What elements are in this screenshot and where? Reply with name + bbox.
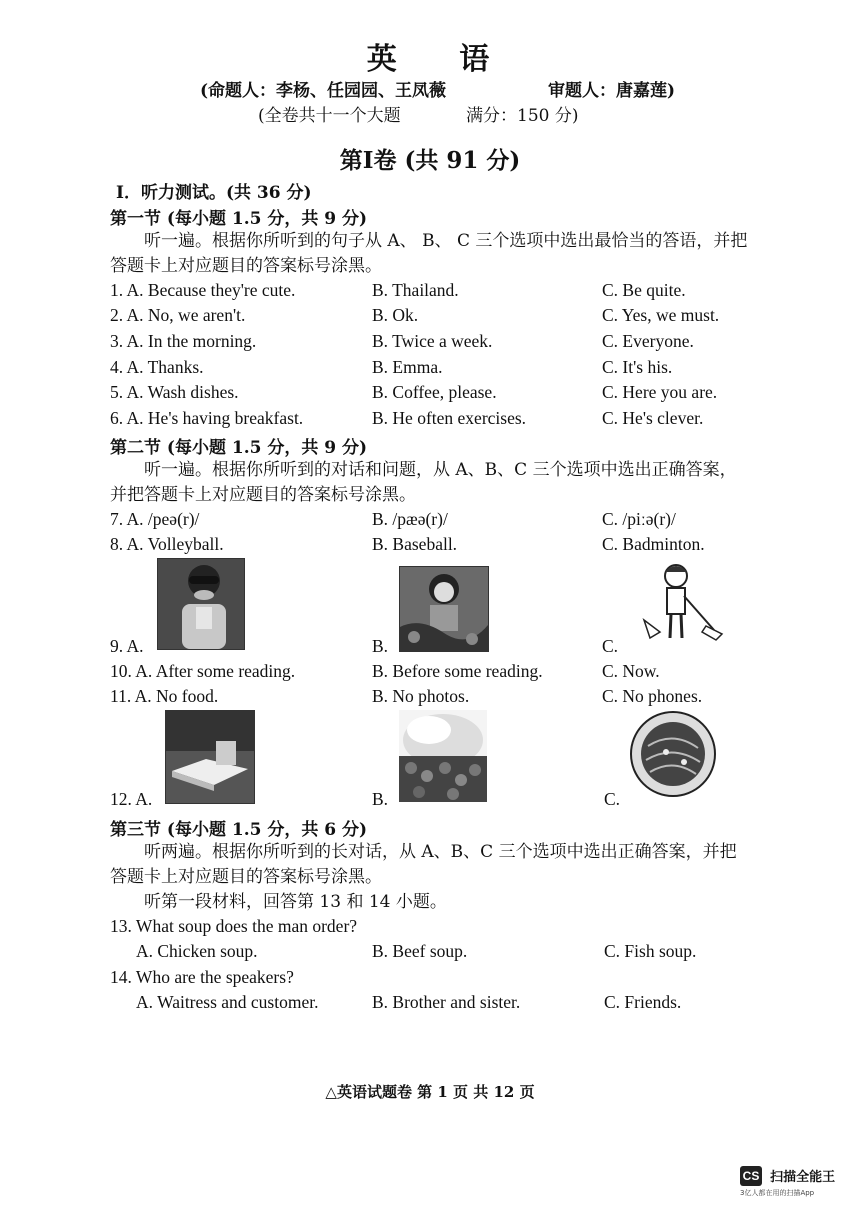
scanner-watermark bbox=[740, 1165, 840, 1198]
q11-option-b: B. No photos. bbox=[372, 686, 470, 706]
q10-option-b: B. Before some reading. bbox=[372, 661, 543, 681]
q14-option-c: C. Friends. bbox=[604, 992, 682, 1012]
q2-option-a: 2. A. No, we aren't. bbox=[110, 305, 246, 325]
reviewer-text: 审题人：唐嘉莲) bbox=[548, 81, 676, 101]
exam-authors bbox=[200, 76, 676, 101]
part1-heading: I．听力测试。(共 36 分) bbox=[116, 183, 312, 203]
section1-heading: 第一节 (每小题 1.5 分，共 9 分) bbox=[110, 209, 368, 229]
q14-option-a: A. Waitress and customer. bbox=[136, 992, 319, 1012]
q4-option-a: 4. A. Thanks. bbox=[110, 357, 204, 377]
q3-option-b: B. Twice a week. bbox=[372, 331, 493, 351]
section3-instruction: 听两遍。根据你所听到的长对话，从 A、B、C 三个选项中选出正确答案，并把答题卡上对应题目的答案标号涂黑。 bbox=[110, 842, 737, 887]
q6-option-b: B. He often exercises. bbox=[372, 408, 527, 428]
q5-option-c: C. Here you are. bbox=[602, 382, 718, 402]
q6-option-a: 6. A. He's having breakfast. bbox=[110, 408, 304, 428]
exam-totals bbox=[258, 101, 579, 126]
q8-option-b: B. Baseball. bbox=[372, 534, 458, 554]
section2-heading: 第二节 (每小题 1.5 分，共 9 分) bbox=[110, 438, 368, 458]
q11-option-c: C. No phones. bbox=[602, 686, 703, 706]
q14-option-b: B. Brother and sister. bbox=[372, 992, 521, 1012]
q11-option-a: 11. A. No food. bbox=[110, 686, 219, 706]
q5-option-a: 5. A. Wash dishes. bbox=[110, 382, 239, 402]
q13-option-b: B. Beef soup. bbox=[372, 941, 468, 961]
q7-option-a: 7. A. /peə(r)/ bbox=[110, 509, 200, 529]
section1-instruction: 听一遍。根据你所听到的句子从 A、 B、 C 三个选项中选出最恰当的答语，并把答题卡上对应题目的答案标号涂黑。 bbox=[110, 231, 748, 276]
section2-instruction: 听一遍。根据你所听到的对话和问题，从 A、B、C 三个选项中选出正确答案，并把答题卡上对应题目的答案标号涂黑。 bbox=[110, 460, 737, 505]
photo-boy-sweeping-icon bbox=[636, 560, 726, 646]
q8-option-c: C. Badminton. bbox=[602, 534, 705, 554]
photo-girl-glasses-icon bbox=[157, 558, 245, 650]
q13-option-a: A. Chicken soup. bbox=[136, 941, 258, 961]
exam-title: 英 语 bbox=[366, 42, 516, 77]
q3-option-c: C. Everyone. bbox=[602, 331, 694, 351]
q1-option-a: 1. A. Because they're cute. bbox=[110, 280, 296, 300]
photo-book-icon bbox=[165, 710, 255, 804]
q8-option-a: 8. A. Volleyball. bbox=[110, 534, 224, 554]
q10-option-a: 10. A. After some reading. bbox=[110, 661, 296, 681]
watermark-name: 扫描全能王 bbox=[770, 1170, 836, 1185]
paper-title: 第Ⅰ卷 (共 91 分) bbox=[339, 147, 521, 174]
section3-material-note: 听第一段材料，回答第 13 和 14 小题。 bbox=[144, 892, 447, 912]
page-footer: △英语试题卷 第 1 页 共 12 页 bbox=[325, 1083, 535, 1101]
q9-option-c: C. bbox=[602, 636, 619, 656]
q4-option-c: C. It's his. bbox=[602, 357, 673, 377]
q1-option-b: B. Thailand. bbox=[372, 280, 459, 300]
total-questions-text: (全卷共十一个大题 bbox=[258, 106, 401, 126]
q9-option-b: B. bbox=[372, 636, 389, 656]
q7-option-c: C. /piːə(r)/ bbox=[602, 509, 676, 529]
q13-option-c: C. Fish soup. bbox=[604, 941, 697, 961]
q2-option-b: B. Ok. bbox=[372, 305, 419, 325]
q13-stem: 13. What soup does the man order? bbox=[110, 916, 358, 936]
photo-food-plate-icon bbox=[399, 710, 487, 802]
q6-option-c: C. He's clever. bbox=[602, 408, 704, 428]
q12-option-c: C. bbox=[604, 789, 621, 809]
q10-option-c: C. Now. bbox=[602, 661, 660, 681]
q9-option-a: 9. A. bbox=[110, 636, 144, 656]
cs-logo-icon: CS bbox=[740, 1166, 762, 1186]
q4-option-b: B. Emma. bbox=[372, 357, 443, 377]
q14-stem: 14. Who are the speakers? bbox=[110, 967, 294, 987]
section3-heading: 第三节 (每小题 1.5 分，共 6 分) bbox=[110, 820, 368, 840]
watermark-subtitle: 3亿人都在用的扫描App bbox=[740, 1188, 815, 1197]
q12-option-a: 12. A. bbox=[110, 789, 153, 809]
q5-option-b: B. Coffee, please. bbox=[372, 382, 497, 402]
full-score-text: 满分：150 分) bbox=[466, 106, 579, 126]
q3-option-a: 3. A. In the morning. bbox=[110, 331, 257, 351]
q2-option-c: C. Yes, we must. bbox=[602, 305, 720, 325]
authors-text: (命题人：李杨、任园园、王凤薇 bbox=[200, 81, 447, 101]
photo-girl-garden-icon bbox=[399, 566, 489, 652]
q12-option-b: B. bbox=[372, 789, 389, 809]
photo-salad-icon bbox=[628, 710, 718, 798]
q1-option-c: C. Be quite. bbox=[602, 280, 686, 300]
q7-option-b: B. /pæə(r)/ bbox=[372, 509, 448, 529]
